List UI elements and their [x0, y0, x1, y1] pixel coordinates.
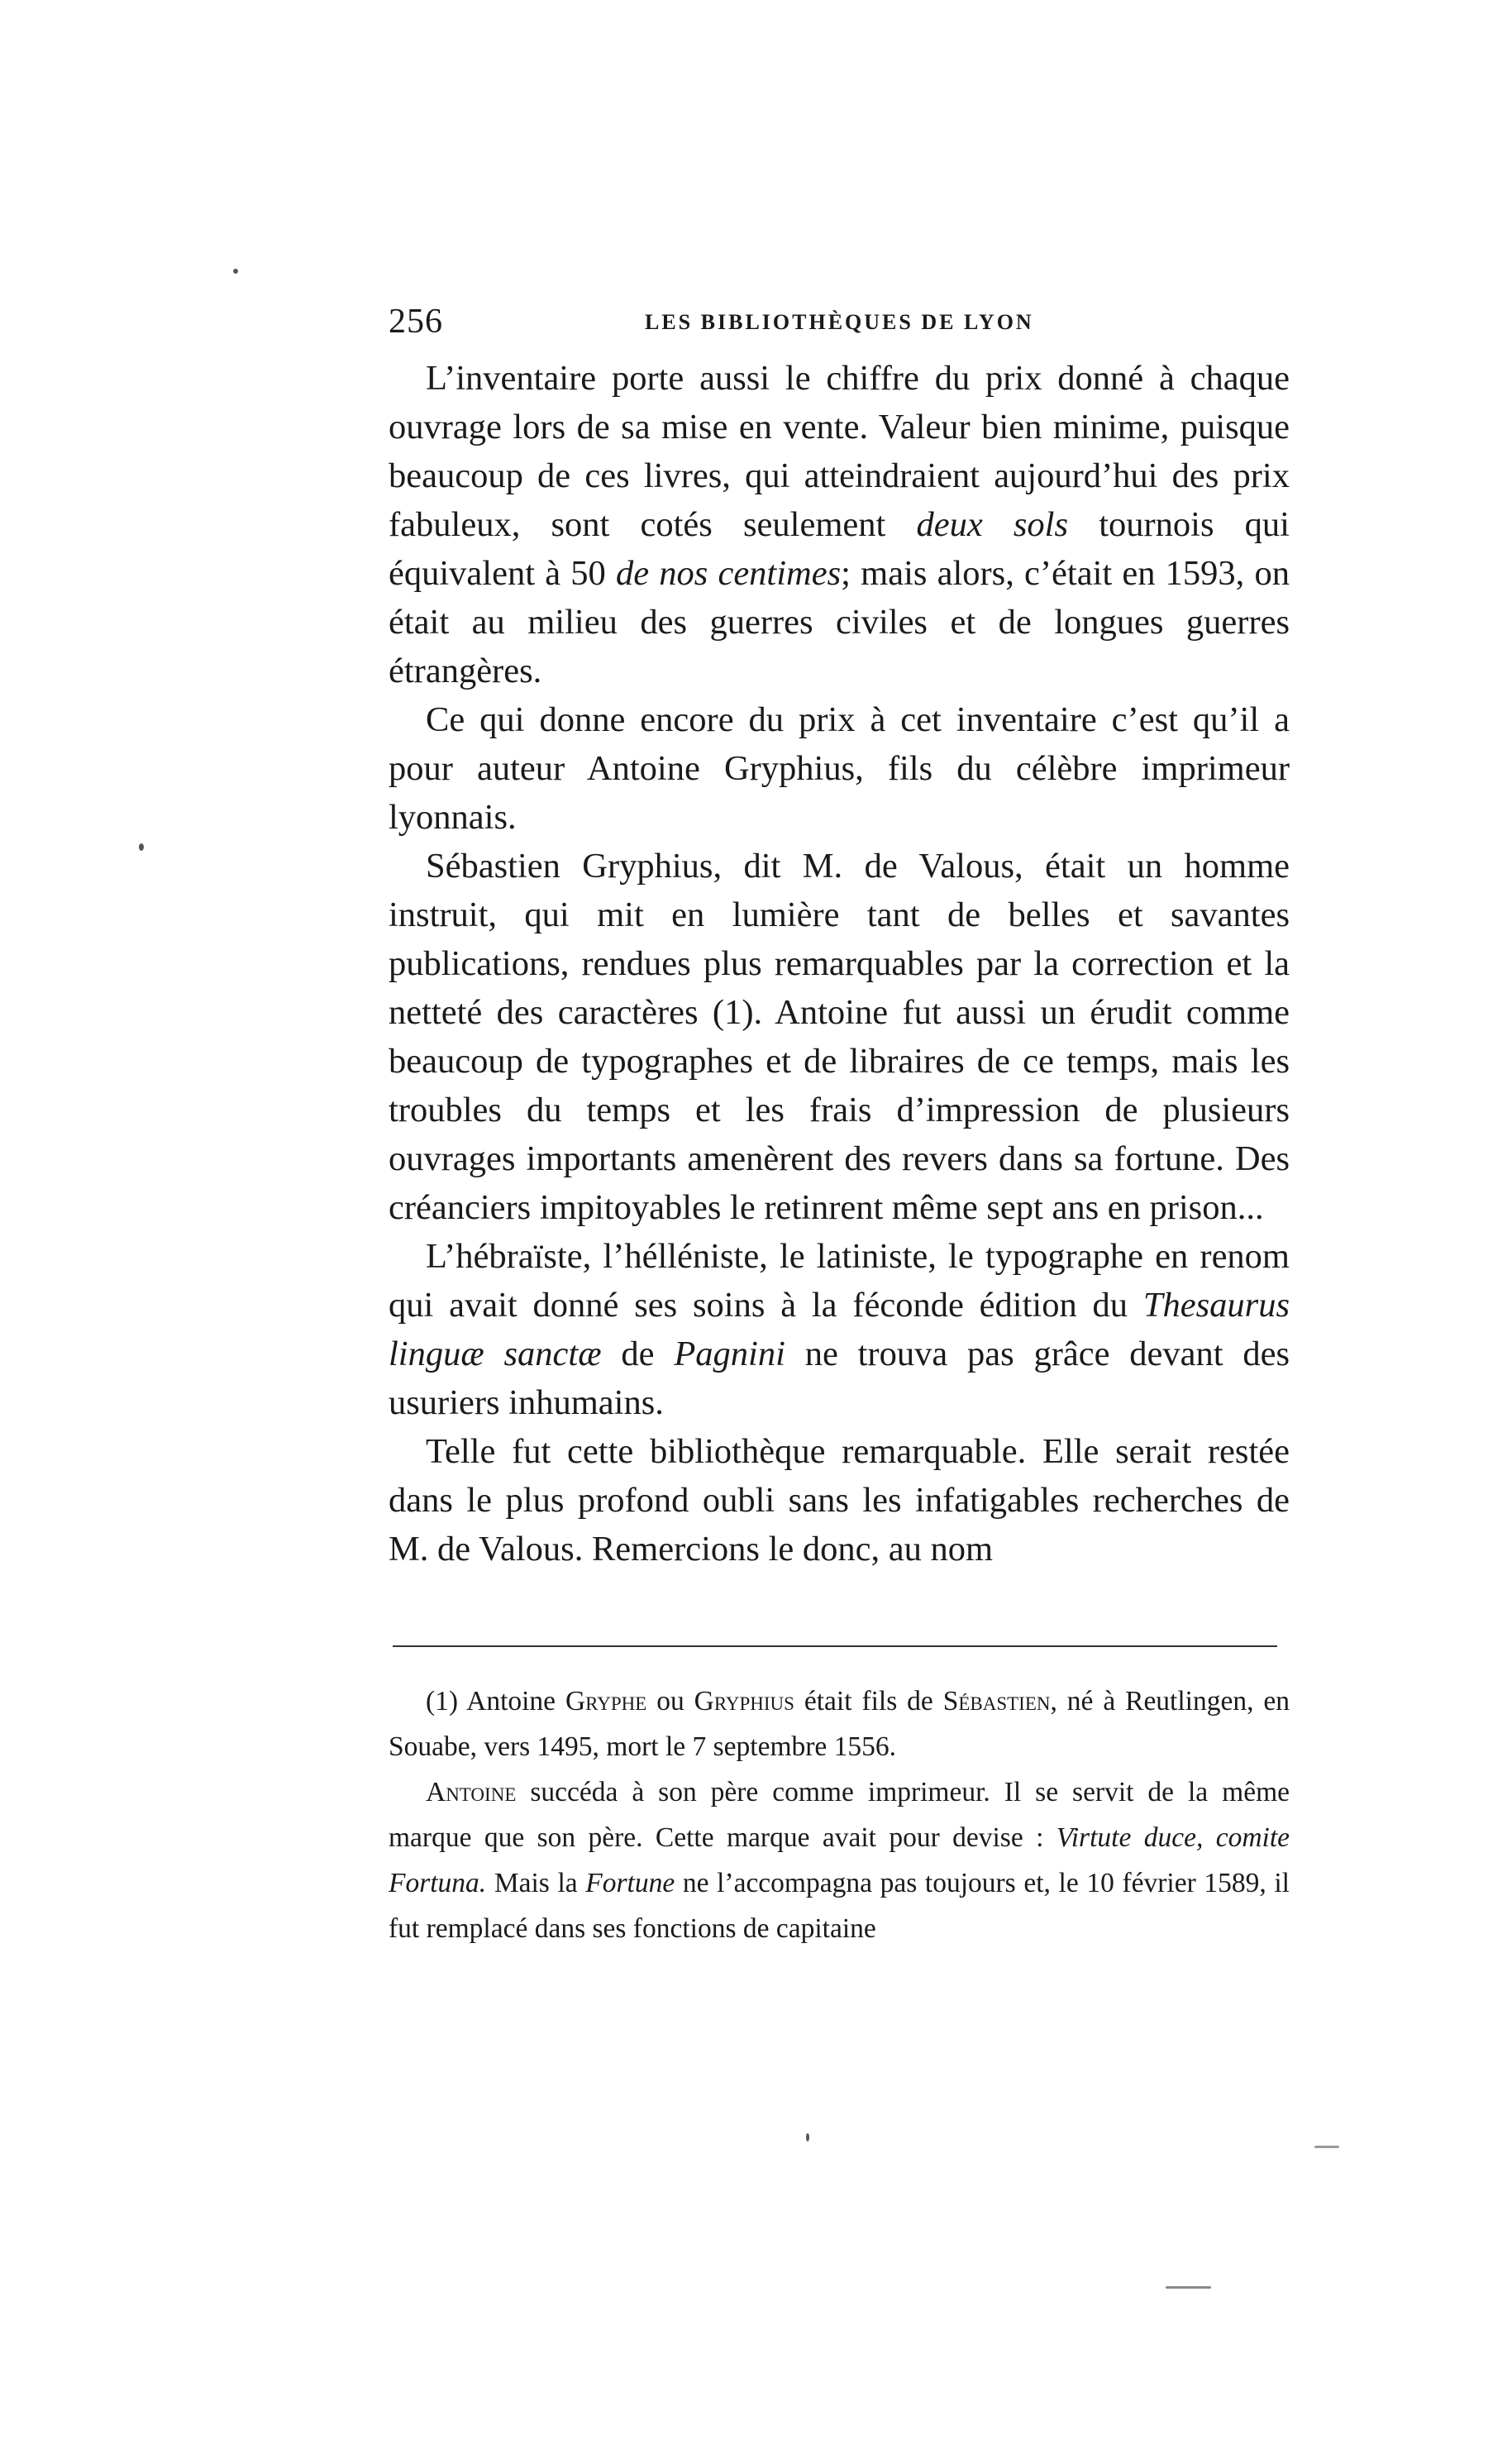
italic-run: Virtute duce, comite Fortuna. [389, 1822, 1290, 1898]
text-run: Mais la [486, 1868, 586, 1898]
text-run: ne l’accompagna pas toujours et, le 10 février 1589, il fut remplacé dans ses fonctions de capitaine [389, 1868, 1290, 1944]
small-caps-run: Antoine [426, 1777, 517, 1807]
body-text [389, 354, 1290, 1573]
small-caps-run: Sébastien [942, 1686, 1051, 1717]
scan-speck [1314, 2146, 1339, 2148]
paragraph-3: Sébastien Gryphius, dit M. de Valous, était un homme instruit, qui mit en lumière tant de belles et savantes publications, rendues plus remarquables par la correction et la netteté des caractères (1). Antoine fut aussi un érudit comme beaucoup de typographes et de libraires de ce temps, mais les troubles du temps et les frais d’impression de plusieurs ouvrages importants amenèrent des revers dans sa fortune. Des créanciers impitoyables le retinrent même sept ans en prison... [389, 847, 1290, 1227]
text-run: L’inventaire porte aussi le chiffre du prix donné à chaque ouvrage lors de sa mise en vente. Valeur bien minime, puisque beaucoup de ces livres, qui atteindraient aujourd’hui des prix fabuleux, sont cotés seulement [389, 359, 1290, 544]
footnote-1 [389, 1678, 1290, 1769]
footnotes [389, 1678, 1290, 1951]
footnote-1-continued [389, 1769, 1290, 1951]
small-caps-run: Gryphe [565, 1686, 647, 1717]
scan-speck [1166, 2286, 1211, 2289]
text-run: ou [646, 1686, 694, 1717]
page-number: 256 [389, 303, 443, 341]
text-run: ; mais alors, c’était en 1593, on était au milieu des guerres civiles et de longues guerres étrangères. [389, 554, 1290, 690]
text-run: de [601, 1335, 675, 1373]
text-run: succéda à son père comme imprimeur. Il se servit de la même marque que son père. Cette marque avait pour devise : [389, 1777, 1290, 1853]
text-run: , né à Reutlingen, en Souabe, vers 1495, mort le 7 septembre 1556. [389, 1686, 1290, 1762]
paragraph-2: Ce qui donne encore du prix à cet inventaire c’est qu’il a pour auteur Antoine Gryphius, fils du célèbre imprimeur lyonnais. [389, 700, 1290, 837]
text-run: L’hébraïste, l’hélléniste, le latiniste, le typographe en renom qui avait donné ses soins à la féconde édition du [389, 1237, 1290, 1325]
footnote-rule [393, 1645, 1277, 1647]
paragraph-4 [389, 1232, 1290, 1427]
italic-run: Fortune [585, 1868, 675, 1898]
running-head: LES BIBLIOTHÈQUES DE LYON [645, 310, 1034, 334]
italic-run: de nos centimes [615, 554, 842, 593]
text-run: tournois qui équivalent à 50 [389, 505, 1290, 593]
italic-run: Pagnini [674, 1335, 785, 1373]
paragraph-5: Telle fut cette bibliothèque remarquable. Elle serait restée dans le plus profond oubli sans les infatigables recherches de M. de Valous. Remercions le donc, au nom [389, 1432, 1290, 1569]
paragraph-1 [389, 354, 1290, 695]
page-header [389, 302, 1290, 351]
text-run: (1) Antoine [426, 1686, 565, 1717]
small-caps-run: Gryphius [694, 1686, 794, 1717]
italic-run: deux sols [916, 505, 1069, 544]
scan-speck [233, 269, 238, 274]
text-run: était fils de [794, 1686, 943, 1717]
text-run: ne trouva pas grâce devant des usuriers inhumains. [389, 1335, 1290, 1422]
italic-run: Thesaurus linguæ sanctæ [389, 1286, 1290, 1373]
scan-speck [806, 2133, 809, 2141]
scan-speck [139, 843, 144, 851]
